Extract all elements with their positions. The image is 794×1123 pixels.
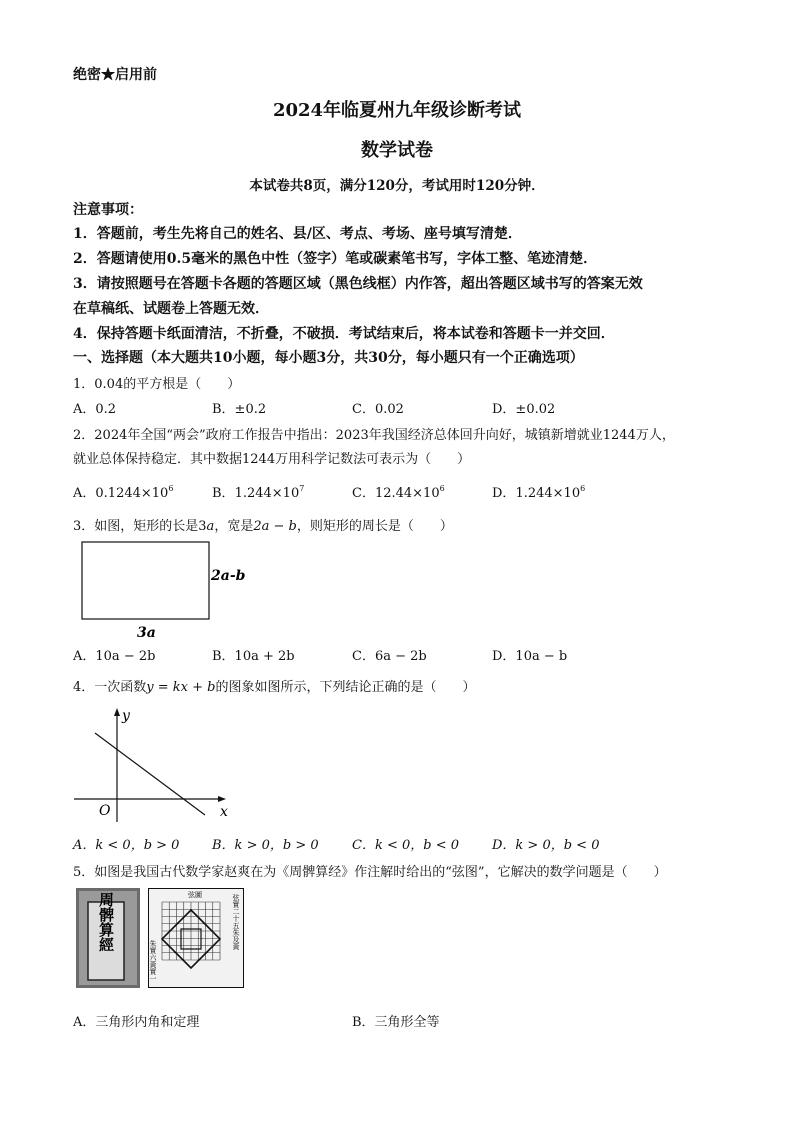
note-item: 3．请按照题号在答题卡各题的答题区域（黑色线框）内作答，超出答题区域书写的答案无效: [73, 276, 643, 292]
question-4-stem: 4．一次函数y = kx + b的图象如图所示，下列结论正确的是（ ）: [73, 680, 476, 695]
question-2-stem-continued: 就业总体保持稳定．其中数据1244万用科学记数法可表示为（ ）: [73, 452, 471, 467]
q1-option-c: C．0.02: [352, 402, 404, 417]
q3-option-b: B．10a + 2b: [212, 649, 295, 664]
xian-left-text: 朱實六黃實一: [149, 940, 157, 982]
q1-option-b: B．±0.2: [212, 402, 267, 417]
note-item: 在草稿纸、试题卷上答题无效．: [73, 301, 269, 317]
q2-option-b: B．$1.244\times 10^7$: [212, 484, 305, 501]
rectangle-width-label: 2a-b: [211, 568, 246, 584]
exam-subtitle: 数学试卷: [361, 140, 433, 161]
y-axis-arrow: [114, 708, 120, 716]
q5-option-b: B．三角形全等: [352, 1015, 440, 1030]
question-3-stem: 3．如图，矩形的长是3a，宽是2a − b，则矩形的周长是（ ）: [73, 519, 453, 534]
exam-title: 2024年临夏州九年级诊断考试: [272, 100, 522, 121]
q4-option-c: C．k < 0，b < 0: [352, 838, 460, 853]
x-axis-label: x: [220, 804, 228, 820]
y-axis-label: y: [122, 708, 130, 724]
book-title-text: 周髀算經: [97, 892, 115, 952]
function-line: [95, 733, 205, 815]
secret-label: 绝密★启用前: [73, 67, 157, 83]
question-2-stem: 2．2024年全国“两会”政府工作报告中指出：2023年我国经济总体回升向好，城镇新增就业1244万人，: [73, 428, 675, 443]
q2-option-d: D．$1.244\times 10^6$: [492, 484, 586, 501]
note-item: 1．答题前，考生先将自己的姓名、县/区、考点、考场、座号填写清楚．: [73, 226, 522, 242]
question-1-stem: 1．0.04的平方根是（ ）: [73, 377, 241, 392]
q3-option-c: C．6a − 2b: [352, 649, 427, 664]
q4-option-a: A．k < 0，b > 0: [73, 838, 180, 853]
q3-option-a: A．10a − 2b: [73, 649, 156, 664]
rectangle-length-label: 3a: [137, 625, 156, 641]
note-item: 2．答题请使用0.5毫米的黑色中性（签字）笔或碳素笔书写，字体工整、笔迹清楚．: [73, 251, 598, 267]
note-item: 4．保持答题卡纸面清洁，不折叠，不破损．考试结束后，将本试卷和答题卡一并交回．: [73, 326, 615, 342]
rectangle-figure: [76, 538, 256, 644]
xian-top-text: 弦圖: [188, 891, 202, 899]
x-axis-arrow: [218, 796, 226, 802]
exam-info: 本试卷共8页，满分120分，考试用时120分钟．: [249, 178, 545, 194]
q4-option-d: D．k > 0，b < 0: [492, 838, 600, 853]
q2-option-a: A．$0.1244\times 10^6$: [73, 484, 174, 501]
xian-diagram-image: [148, 888, 244, 988]
question-5-stem: 5．如图是我国古代数学家赵爽在为《周髀算经》作注解时给出的“弦图”，它解决的数学问题是（ ）: [73, 865, 667, 880]
q2-option-c: C．$12.44\times 10^6$: [352, 484, 445, 501]
notes-heading: 注意事项：: [73, 202, 143, 218]
q5-option-a: A．三角形内角和定理: [73, 1015, 200, 1030]
book-cover-image: [76, 888, 140, 988]
linear-function-graph: [70, 700, 240, 825]
xian-right-text: 弦實二十五朱及黃: [232, 894, 240, 950]
q3-option-d: D．10a − b: [492, 649, 568, 664]
rectangle-shape: [82, 542, 209, 619]
q1-option-d: D．±0.02: [492, 402, 556, 417]
q1-option-a: A．0.2: [73, 402, 117, 417]
q4-option-b: B．k > 0，b > 0: [212, 838, 319, 853]
origin-label: O: [99, 803, 111, 819]
section-heading: 一、选择题（本大题共10小题，每小题3分，共30分，每小题只有一个正确选项）: [73, 350, 584, 366]
